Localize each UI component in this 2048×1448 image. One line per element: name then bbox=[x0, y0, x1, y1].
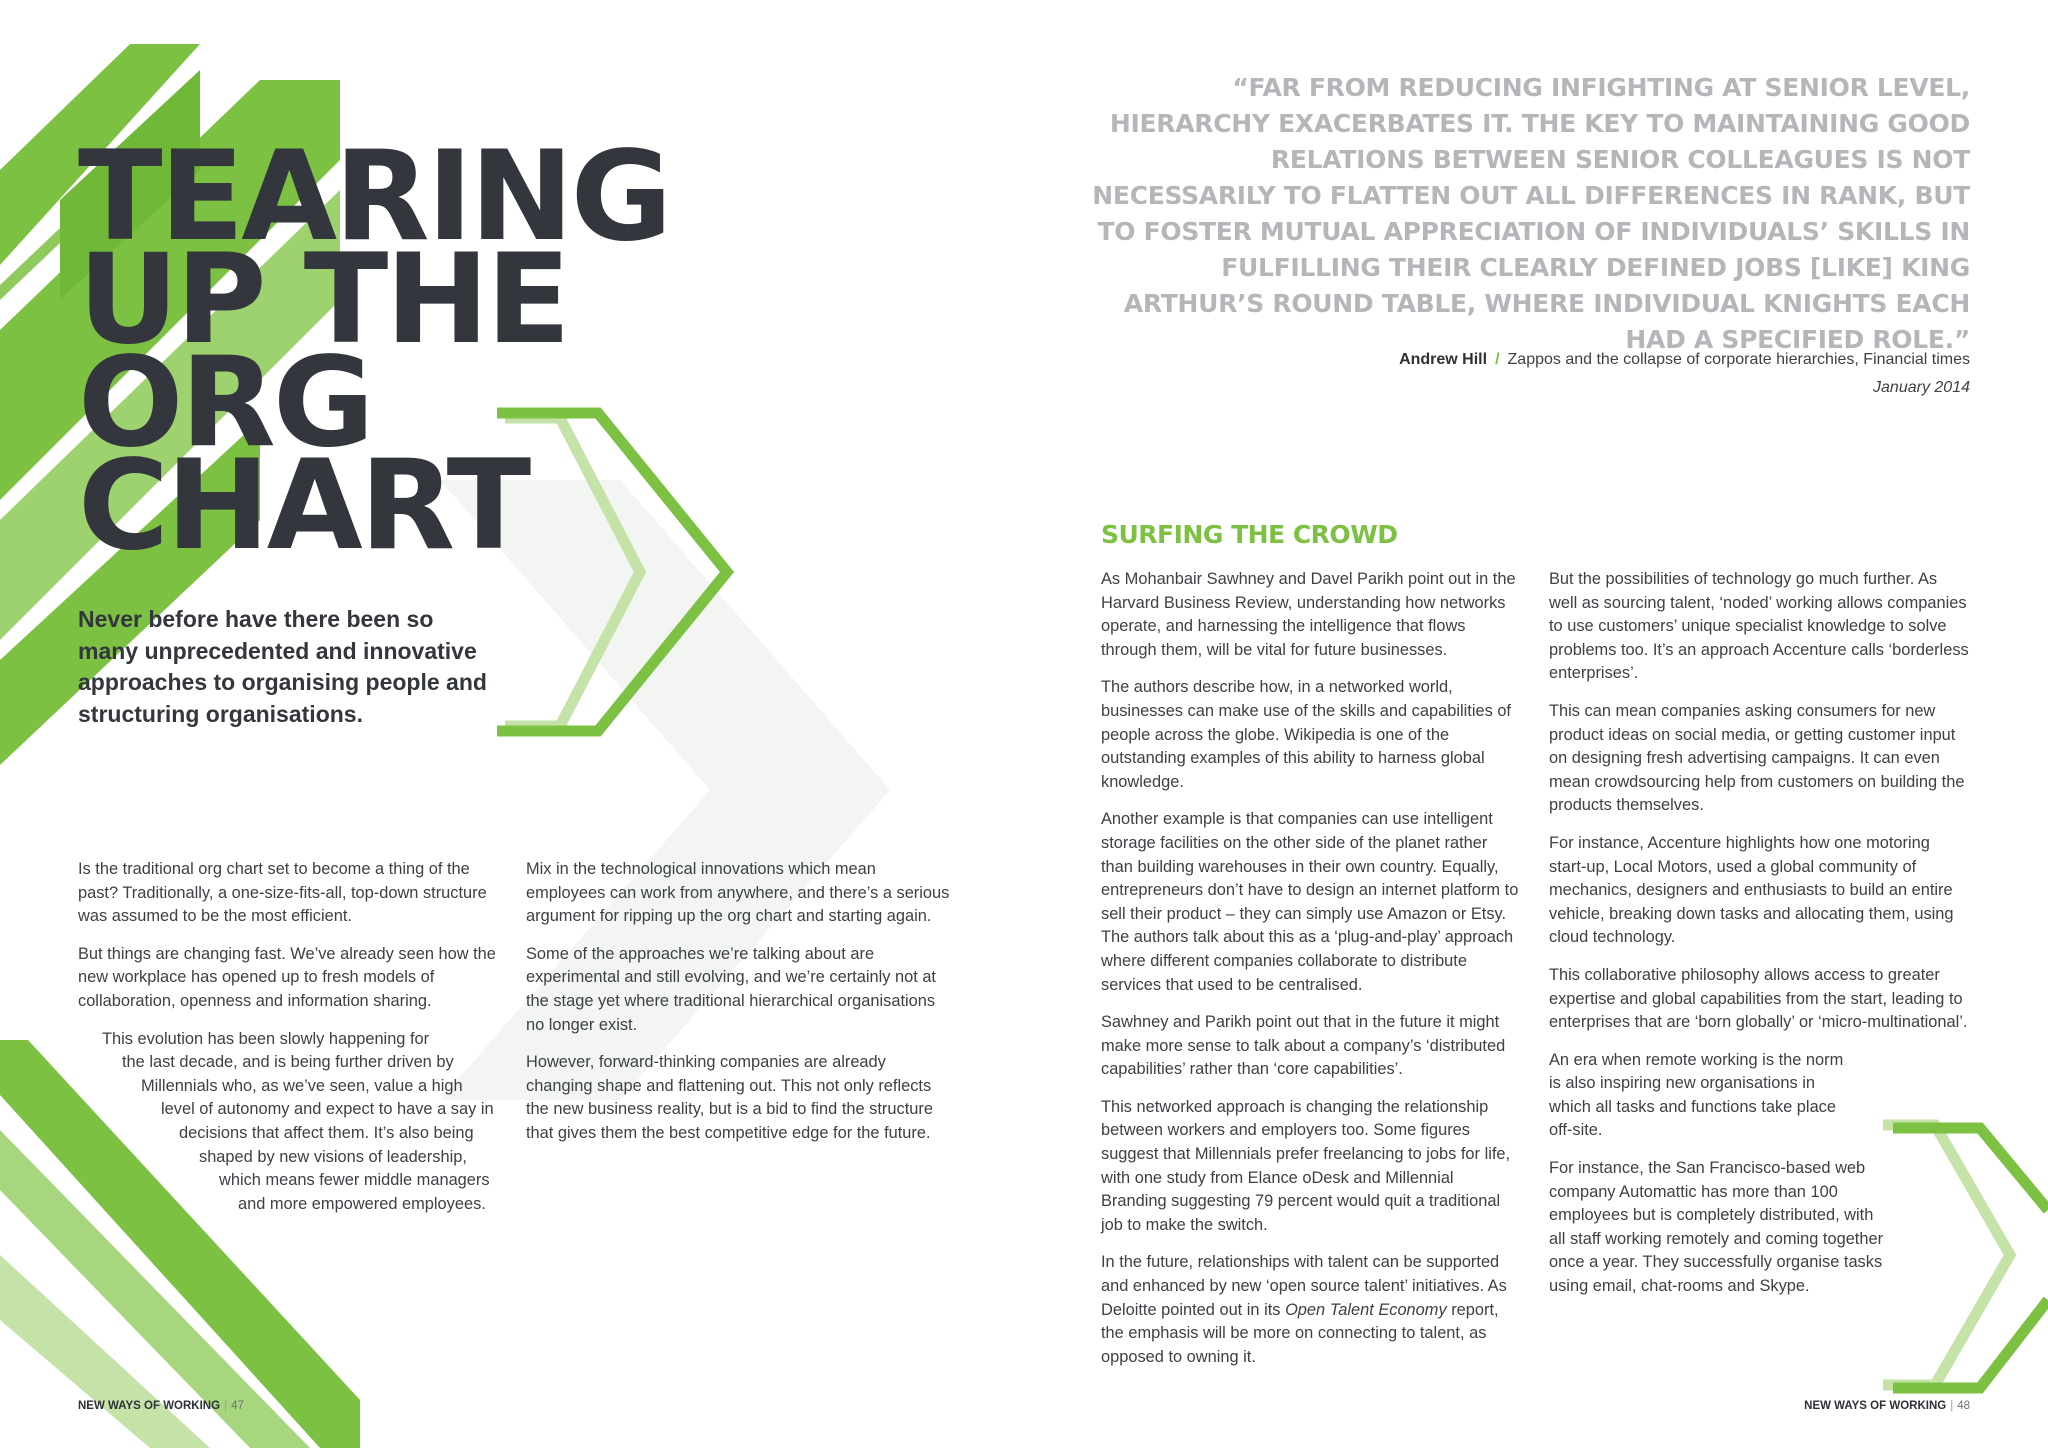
left-column-2 bbox=[526, 858, 956, 1160]
paragraph: But the possibilities of technology go much further. As well as sourcing talent, ‘noded’ working allows companies to use customers’ unique specialist knowledge to solve problems too. It’s an approach Accenture calls ‘borderless enterprises’. bbox=[1549, 570, 1969, 683]
paragraph: Is the traditional org chart set to become a thing of the past? Traditionally, a one-size-fits-all, top-down structure was assumed to be the most efficient. bbox=[78, 860, 487, 926]
wrapped-paragraph bbox=[78, 1028, 498, 1217]
page-number: 47 bbox=[231, 1400, 244, 1412]
right-column-2 bbox=[1549, 568, 1969, 1313]
paragraph bbox=[78, 943, 498, 1014]
right-column-1 bbox=[1101, 568, 1521, 1383]
paragraph: This can mean companies asking consumers for new product ideas on social media, or getting customer input on designing fresh advertising campaigns. It can even mean crowdsourcing help from customers on building the products themselves. bbox=[1549, 701, 1965, 815]
report-title: Open Talent Economy bbox=[1285, 1300, 1447, 1319]
paragraph-text: report, the emphasis will be more on connecting to talent, as opposed to owning it. bbox=[1101, 1300, 1499, 1366]
title-line: TEARING bbox=[78, 125, 670, 269]
footer-brand: NEW WAYS OF WORKING bbox=[78, 1400, 221, 1412]
text-line: decisions that affect them. It’s also being bbox=[179, 1123, 474, 1142]
text-line: which means fewer middle managers bbox=[219, 1171, 490, 1190]
page-title bbox=[78, 125, 670, 578]
paragraph: Some of the approaches we’re talking about are experimental and still evolving, and we’re certainly not at the stage yet where traditional hierarchical organisations no longer exist. bbox=[526, 944, 936, 1034]
paragraph-text: But things are changing fast. We’ve already seen how the new workplace has opened up to fresh models of collaboration, openness and information sharing. bbox=[78, 944, 496, 1010]
text-line: and more empowered employees. bbox=[238, 1194, 486, 1213]
footer-separator: | bbox=[1950, 1400, 1954, 1412]
paragraph: Mix in the technological innovations which mean employees can work from anywhere, and there’s a serious argument for ripping up the org chart and starting again. bbox=[526, 860, 950, 926]
title-line: CHART bbox=[78, 434, 529, 578]
footer-left bbox=[78, 1400, 244, 1412]
attribution-slash: / bbox=[1495, 351, 1500, 368]
title-line: ORG bbox=[78, 331, 372, 475]
paragraph: As Mohanbair Sawhney and Davel Parikh point out in the Harvard Business Review, understanding how networks operate, and harnessing the intelligence that flows through them, will be vital for future businesses. bbox=[1101, 570, 1516, 659]
title-line: UP THE bbox=[78, 228, 568, 372]
paragraph: This collaborative philosophy allows access to greater expertise and global capabilities from the start, leading to enterprises that are ‘born globally’ or ‘micro-multinational’. bbox=[1549, 965, 1968, 1032]
footer-separator: | bbox=[224, 1400, 228, 1412]
text-line: shaped by new visions of leadership, bbox=[199, 1147, 467, 1166]
paragraph: This networked approach is changing the relationship between workers and employers too. Some figures suggest that Millennials prefer freelancing to jobs for life, with one study from Elance oDesk and Millennial Branding suggesting 79 percent would quit a traditional job to make the switch. bbox=[1101, 1097, 1511, 1234]
paragraph: The authors describe how, in a networked world, businesses can make use of the skills and capabilities of people across the globe. Wikipedia is one of the outstanding examples of this ability to harness global knowledge. bbox=[1101, 678, 1511, 791]
footer-right bbox=[1804, 1400, 1970, 1412]
text-line: This evolution has been slowly happening for bbox=[102, 1029, 430, 1048]
quote-attribution bbox=[1100, 346, 1970, 402]
pull-quote: “FAR FROM REDUCING INFIGHTING AT SENIOR LEVEL, HIERARCHY EXACERBATES IT. THE KEY TO MAINTAINING GOOD RELATIONS BETWEEN SENIOR COLLEAGUES IS NOT NECESSARILY TO FLATTEN OUT ALL DIFFERENCES IN RANK, BUT TO FOSTER MUTUAL APPRECIATION OF INDIVIDUALS’ SKILLS IN FULFILLING THEIR CLEARLY DEFINED JOBS [LIKE] KING ARTHUR’S ROUND TABLE, WHERE INDIVIDUAL KNIGHTS EACH HAD A SPECIFIED ROLE.” bbox=[1092, 73, 1970, 354]
footer-brand: NEW WAYS OF WORKING bbox=[1804, 1400, 1947, 1412]
left-column-1 bbox=[78, 858, 498, 1216]
text-line: level of autonomy and expect to have a say in bbox=[161, 1100, 494, 1119]
paragraph-text: In the future, relationships with talent can be supported and enhanced by new ‘open source talent’ initiatives. As Deloitte pointed out in its bbox=[1101, 1253, 1507, 1319]
page-number: 48 bbox=[1957, 1400, 1970, 1412]
text-line: Millennials who, as we’ve seen, value a high bbox=[141, 1076, 463, 1095]
quote-author: Andrew Hill bbox=[1399, 351, 1488, 368]
text-line: the last decade, and is being further driven by bbox=[122, 1053, 454, 1072]
paragraph: Another example is that companies can use intelligent storage facilities on the other side of the planet rather than building warehouses in their own country. Equally, entrepreneurs don’t have to design an internet platform to sell their product – they can simply use Amazon or Etsy. The authors talk about this as a ‘plug-and-play’ approach where different companies collaborate to distribute services that used to be centralised. bbox=[1101, 810, 1519, 994]
quote-source: Zappos and the collapse of corporate hierarchies, Financial times bbox=[1507, 351, 1970, 368]
intro-standfirst: Never before have there been so many unprecedented and innovative approaches to organising people and structuring organisations. bbox=[78, 606, 487, 727]
section-heading: SURFING THE CROWD bbox=[1101, 520, 1398, 549]
paragraph: For instance, the San Francisco-based web company Automattic has more than 100 employees but is completely distributed, with all staff working remotely and coming together once a year. They successfully organise tasks using email, chat-rooms and Skype. bbox=[1549, 1159, 1884, 1296]
paragraph: Sawhney and Parikh point out that in the future it might make more sense to talk about a company’s ‘distributed capabilities’ rather than ‘core capabilities’. bbox=[1101, 1013, 1506, 1079]
paragraph bbox=[1101, 1251, 1521, 1369]
paragraph: An era when remote working is the norm is also inspiring new organisations in which all tasks and functions take place off-site. bbox=[1549, 1050, 1844, 1140]
quote-date: January 2014 bbox=[1873, 379, 1970, 396]
paragraph: However, forward-thinking companies are already changing shape and flattening out. This not only reflects the new business reality, but is a bid to find the structure that gives them the best competitive edge for the future. bbox=[526, 1053, 933, 1142]
paragraph: For instance, Accenture highlights how one motoring start-up, Local Motors, used a global community of mechanics, designers and enthusiasts to build an entire vehicle, breaking down tasks and allocating them, using cloud technology. bbox=[1549, 833, 1954, 947]
